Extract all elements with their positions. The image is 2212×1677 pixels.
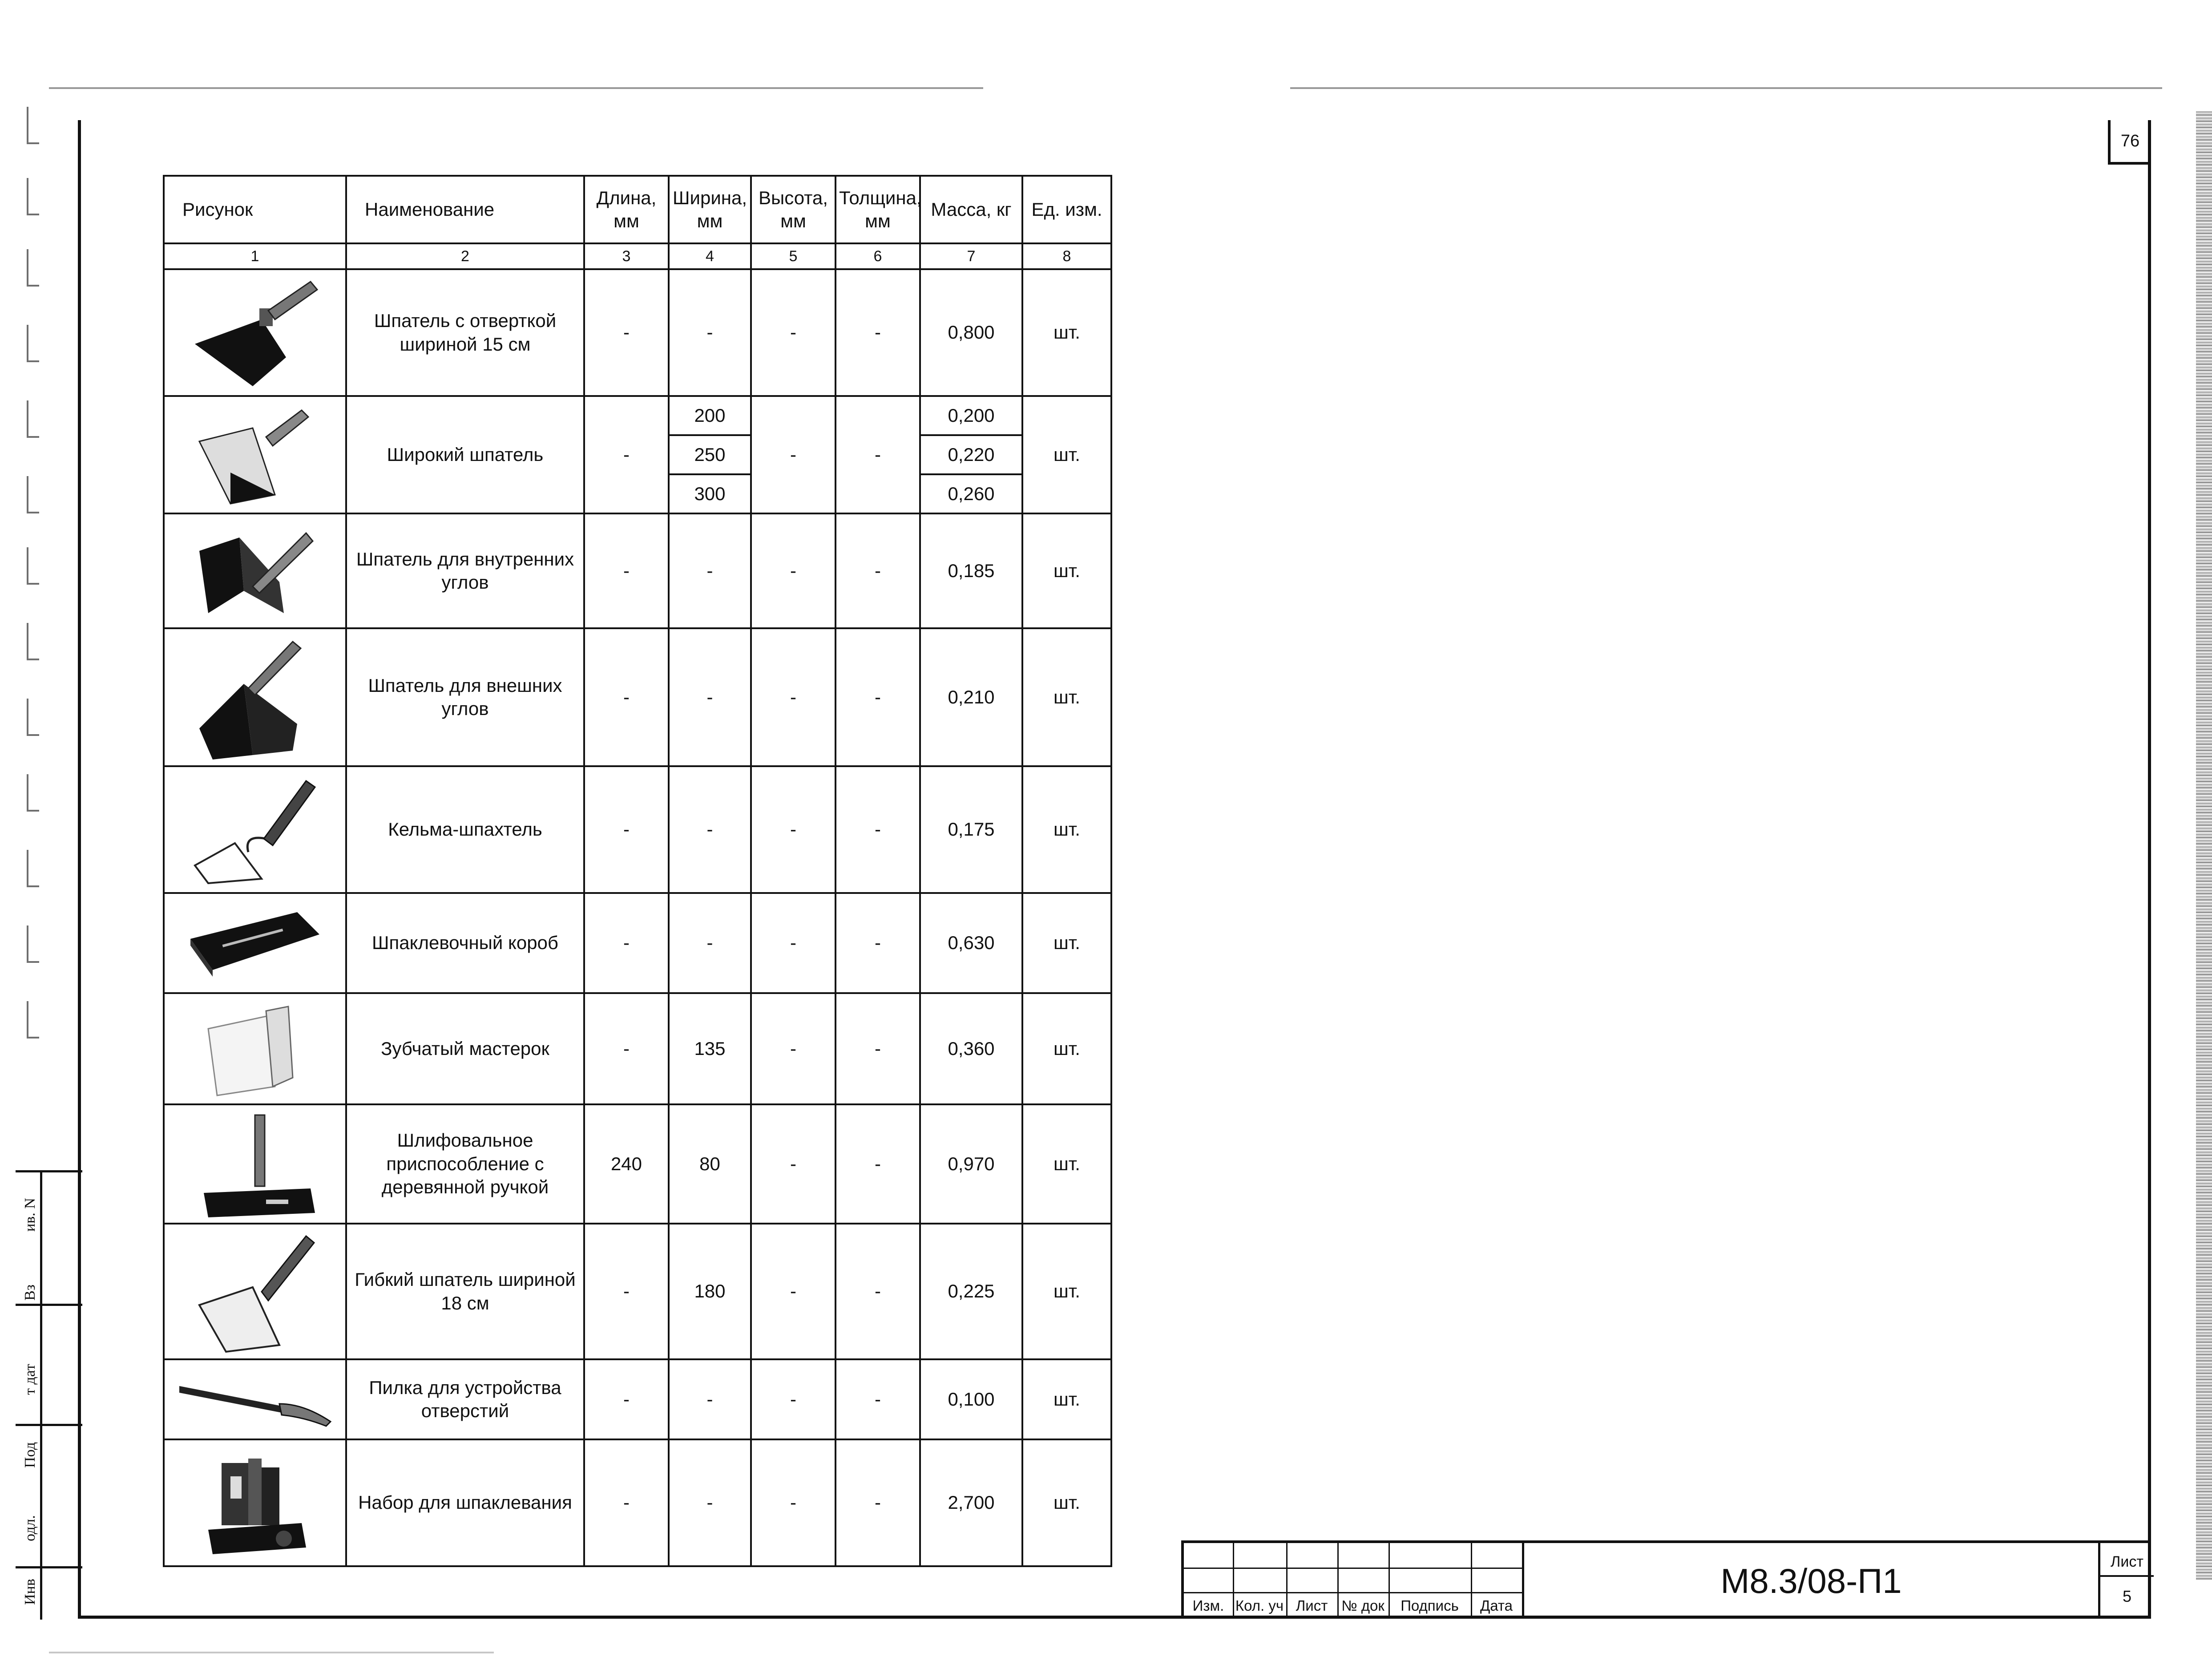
tool-picture-sanding-tool [164,1104,346,1224]
table-row [164,766,1111,893]
tool-picture-trowel-spatula [164,766,346,893]
col-header-length: Длина, мм [584,176,669,243]
col-header-picture: Рисунок [164,176,346,243]
rev-col-date: Дата [1480,1597,1513,1614]
tool-width: 135 [669,993,751,1104]
tool-width: 80 [669,1104,751,1224]
col-number: 8 [1022,243,1111,269]
tool-mass: 0,210 [920,628,1022,766]
table-row [164,993,1111,1104]
tool-width-option: 300 [694,483,726,504]
tool-width: - [669,1439,751,1566]
tool-mass-option: 0,260 [948,483,995,504]
tool-picture-putty-set [164,1439,346,1566]
tool-thickness: - [836,628,920,766]
tool-height: - [751,513,836,628]
tool-width: - [669,1359,751,1439]
column-number-row [164,243,1111,269]
tool-picture-putty-box [164,893,346,993]
tool-height: - [751,269,836,396]
tool-mass: 0,630 [920,893,1022,993]
tool-width-option: 250 [670,435,750,474]
binding-edge-marks [22,107,44,1130]
tool-thickness: - [836,396,920,513]
tool-thickness: - [836,1224,920,1359]
tool-mass: 0,360 [920,993,1022,1104]
tool-width: - [669,628,751,766]
rev-col-izm: Изм. [1192,1597,1224,1614]
table-row [164,1359,1111,1439]
tool-width: - [669,269,751,396]
tool-mass: 0,100 [920,1359,1022,1439]
tool-length: - [584,269,669,396]
tool-name: Шпаклевочный короб [346,893,584,993]
tool-thickness: - [836,1439,920,1566]
tool-height: - [751,766,836,893]
col-number: 4 [669,243,751,269]
tool-picture-flexible-spatula [164,1224,346,1359]
table-row [164,893,1111,993]
tool-height: - [751,993,836,1104]
tool-mass-option: 0,200 [921,397,1021,435]
tool-mass-variants [920,396,1022,513]
tool-name: Шпатель для внутренних углов [346,513,584,628]
tool-length: - [584,396,669,513]
col-header-thickness: Толщина, мм [836,176,920,243]
tool-length: - [584,1224,669,1359]
col-header-mass: Масса, кг [920,176,1022,243]
tool-picture-inner-corner-spatula [164,513,346,628]
tool-height: - [751,1224,836,1359]
tool-name: Гибкий шпатель шириной 18 см [346,1224,584,1359]
tool-length: - [584,893,669,993]
tool-height: - [751,1359,836,1439]
tool-width: 180 [669,1224,751,1359]
tool-height: - [751,1104,836,1224]
document-code: М8.3/08-П1 [1522,1543,2098,1619]
rev-col-signature: Подпись [1401,1597,1459,1614]
tool-unit: шт. [1022,513,1111,628]
page-number: 76 [2108,120,2150,165]
tool-mass: 0,970 [920,1104,1022,1224]
table-row [164,1439,1111,1566]
tool-unit: шт. [1022,766,1111,893]
stamp-label-data: т дат [22,1364,38,1395]
scan-artifact-top [49,87,983,89]
tool-length: - [584,993,669,1104]
tool-name: Шлифовальное приспособление с деревянной ручкой [346,1104,584,1224]
tool-mass: 0,800 [920,269,1022,396]
tool-width-option: 200 [670,397,750,435]
sheet-box [2098,1543,2154,1619]
col-header-unit: Ед. изм. [1022,176,1111,243]
tool-name: Шпатель с отверткой шириной 15 см [346,269,584,396]
tool-picture-putty-knife-screwdriver [164,269,346,396]
table-row [164,396,1111,513]
tool-unit: шт. [1022,893,1111,993]
sheet-number: 5 [2122,1587,2132,1605]
tool-name: Шпатель для внешних углов [346,628,584,766]
tool-width: - [669,513,751,628]
col-number: 2 [346,243,584,269]
tool-unit: шт. [1022,1104,1111,1224]
tool-thickness: - [836,893,920,993]
col-header-height: Высота, мм [751,176,836,243]
tools-table [163,175,1112,1567]
tool-unit: шт. [1022,396,1111,513]
tool-length: - [584,628,669,766]
scan-artifact-bottom [49,1652,494,1653]
table-header-row [164,176,1111,243]
rev-col-kol-uch: Кол. уч [1235,1597,1284,1614]
tool-width: - [669,766,751,893]
tool-height: - [751,396,836,513]
tool-mass: 0,185 [920,513,1022,628]
col-number: 3 [584,243,669,269]
tool-name: Пилка для устройства отверстий [346,1359,584,1439]
tool-unit: шт. [1022,1224,1111,1359]
revision-grid [1184,1543,1522,1619]
table-row [164,1224,1111,1359]
rev-col-doc-no: № док [1341,1597,1385,1614]
stamp-label-podl: одл. [22,1515,38,1542]
col-number: 1 [164,243,346,269]
tool-mass: 2,700 [920,1439,1022,1566]
tool-name: Кельма-шпахтель [346,766,584,893]
tool-unit: шт. [1022,1439,1111,1566]
col-header-width: Ширина, мм [669,176,751,243]
tool-thickness: - [836,269,920,396]
tool-picture-notched-trowel [164,993,346,1104]
tool-unit: шт. [1022,628,1111,766]
table-row [164,1104,1111,1224]
tool-unit: шт. [1022,1359,1111,1439]
title-block [1181,1540,2151,1619]
stamp-label-inv: Инв [22,1579,38,1605]
tool-length: - [584,1439,669,1566]
tool-picture-hole-saw [164,1359,346,1439]
tool-thickness: - [836,766,920,893]
tool-picture-outer-corner-spatula [164,628,346,766]
col-number: 5 [751,243,836,269]
tool-mass-option: 0,220 [921,435,1021,474]
col-number: 6 [836,243,920,269]
tool-unit: шт. [1022,269,1111,396]
tool-length: - [584,513,669,628]
tool-name: Набор для шпаклевания [346,1439,584,1566]
tool-height: - [751,893,836,993]
tool-unit: шт. [1022,993,1111,1104]
tool-length: - [584,766,669,893]
stamp-label-vz: Вз [22,1284,38,1301]
col-number: 7 [920,243,1022,269]
tool-thickness: - [836,993,920,1104]
tool-mass: 0,175 [920,766,1022,893]
tool-thickness: - [836,1359,920,1439]
stamp-label-inv-n: ив. N [22,1198,38,1232]
table-row [164,269,1111,396]
tool-width-variants [669,396,751,513]
tool-length: - [584,1359,669,1439]
tool-picture-wide-spatula [164,396,346,513]
tool-length: 240 [584,1104,669,1224]
tool-name: Широкий шпатель [346,396,584,513]
tool-thickness: - [836,513,920,628]
tool-height: - [751,628,836,766]
col-header-name: Наименование [346,176,584,243]
scan-edge-hatching [2196,111,2212,1580]
left-stamp [16,1170,82,1620]
tool-name: Зубчатый мастерок [346,993,584,1104]
table-row [164,513,1111,628]
scan-artifact-top-right [1290,87,2162,89]
tool-mass: 0,225 [920,1224,1022,1359]
stamp-label-pod: Под [22,1442,38,1468]
tool-thickness: - [836,1104,920,1224]
sheet-label: Лист [2100,1548,2154,1577]
tool-height: - [751,1439,836,1566]
table-row [164,628,1111,766]
tool-width: - [669,893,751,993]
rev-col-list: Лист [1296,1597,1328,1614]
